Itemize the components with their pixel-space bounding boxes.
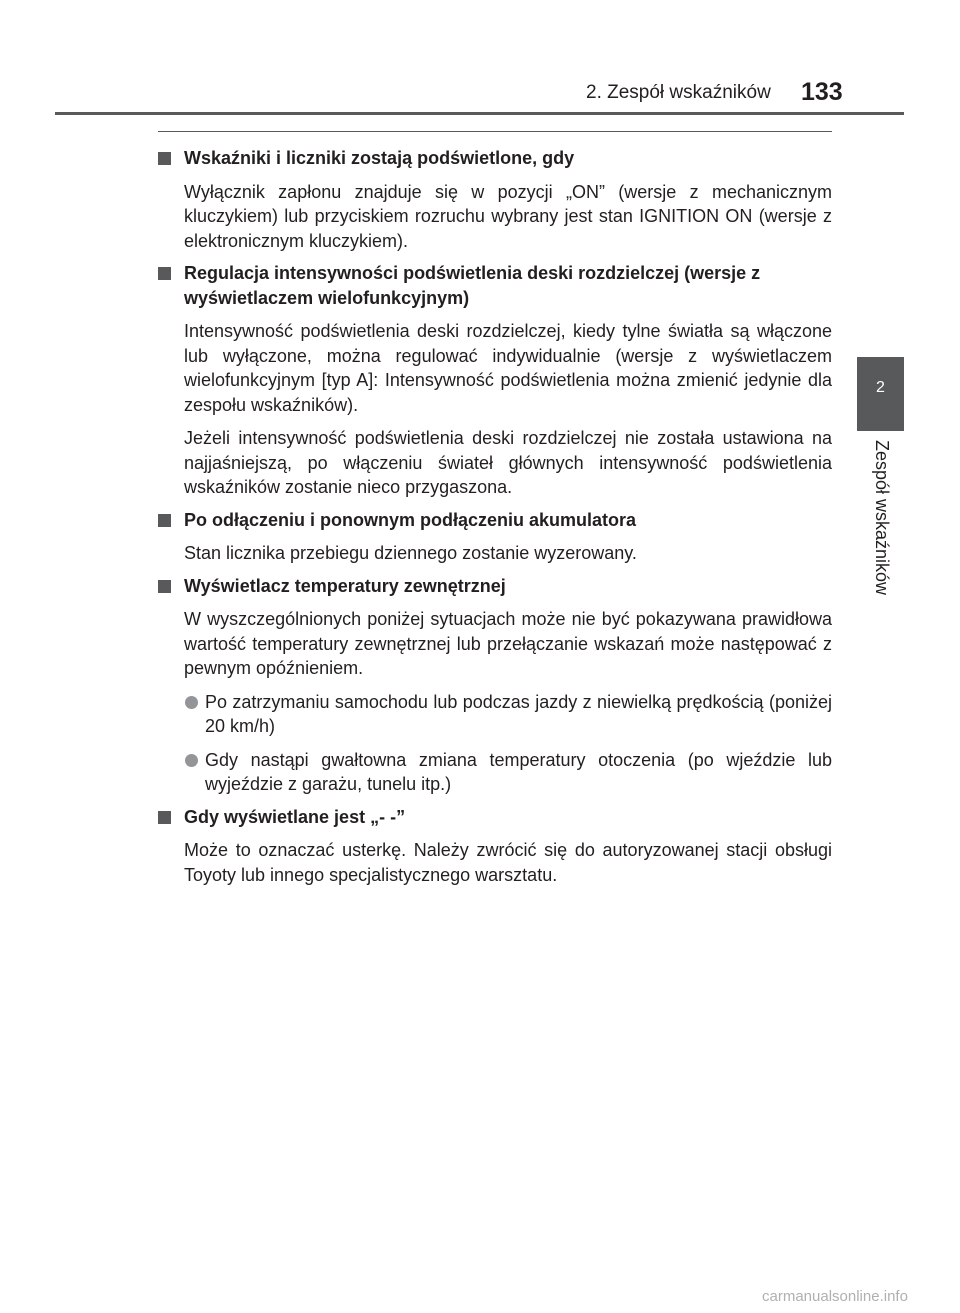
- square-bullet-icon: [158, 267, 171, 280]
- section-heading: [158, 574, 832, 599]
- content-top-divider: [158, 131, 832, 132]
- page-number: 133: [801, 78, 843, 106]
- section-heading-text: Wskaźniki i liczniki zostają podświetlone, gdy: [184, 148, 575, 168]
- section-heading: [158, 805, 832, 830]
- section-heading: [158, 508, 832, 533]
- section-paragraph: Może to oznaczać usterkę. Należy zwrócić się do autoryzowanej stacji obsługi Toyoty lub innego specjalistycznego warsztatu.: [184, 840, 832, 885]
- page-content: [158, 138, 832, 887]
- section-paragraph: Jeżeli intensywność podświetlenia deski rozdzielczej nie została ustawiona na najjaśniejszą, po włączeniu świateł głównych intensywność podświetlenia wskaźników zostanie nieco przygaszona.: [184, 428, 832, 497]
- square-bullet-icon: [158, 580, 171, 593]
- chapter-side-label: Zespół wskaźników: [872, 440, 892, 596]
- section-paragraph: W wyszczególnionych poniżej sytuacjach może nie być pokazywana prawidłowa wartość temperatury zewnętrznej lub przełączanie wskazań może następować z pewnym opóźnieniem.: [184, 609, 832, 678]
- square-bullet-icon: [158, 811, 171, 824]
- round-bullet-icon: [185, 754, 198, 767]
- chapter-tab: [857, 357, 904, 431]
- section-paragraph: Intensywność podświetlenia deski rozdzielczej, kiedy tylne światła są włączone lub wyłączone, można regulować indywidualnie (wersje z wyświetlaczem wielofunkcyjnym [typ A]: Intensywność podświetlenia można zmienić jedynie dla zespołu wskaźników).: [184, 321, 832, 415]
- bullet-list: [158, 690, 832, 797]
- section-heading-text: Wyświetlacz temperatury zewnętrznej: [184, 575, 506, 596]
- section-heading: [158, 261, 832, 310]
- list-item-text: Po zatrzymaniu samochodu lub podczas jazdy z niewielką prędkością (poniżej 20 km/h): [205, 691, 832, 736]
- section: [158, 261, 832, 500]
- list-item: [158, 690, 832, 739]
- section-paragraph: Stan licznika przebiegu dziennego zostanie wyzerowany.: [184, 543, 637, 563]
- square-bullet-icon: [158, 152, 171, 165]
- section: [158, 508, 832, 566]
- list-item-text: Gdy nastąpi gwałtowna zmiana temperatury otoczenia (po wjeździe lub wyjeździe z garażu, tunelu itp.): [205, 749, 832, 794]
- square-bullet-icon: [158, 514, 171, 527]
- header-divider: [55, 112, 904, 115]
- running-header-title: 2. Zespół wskaźników: [586, 82, 771, 103]
- section-heading-text: Gdy wyświetlane jest „- -”: [184, 806, 406, 827]
- list-item: [158, 748, 832, 797]
- section: [158, 805, 832, 888]
- section-heading: [158, 146, 832, 171]
- section-paragraph: Wyłącznik zapłonu znajduje się w pozycji „ON” (wersje z mechanicznym kluczykiem) lub przyciskiem rozruchu wybrany jest stan IGNITION ON (wersje z elektronicznym kluczykiem).: [184, 181, 832, 251]
- section: [158, 146, 832, 253]
- section: [158, 574, 832, 797]
- chapter-tab-number: 2: [876, 379, 885, 396]
- watermark-text: carmanualsonline.info: [762, 1288, 908, 1305]
- round-bullet-icon: [185, 696, 198, 709]
- section-heading-text: Regulacja intensywności podświetlenia deski rozdzielczej (wersje z wyświetlaczem wielofunkcyjnym): [184, 263, 761, 308]
- section-heading-text: Po odłączeniu i ponownym podłączeniu akumulatora: [184, 509, 637, 530]
